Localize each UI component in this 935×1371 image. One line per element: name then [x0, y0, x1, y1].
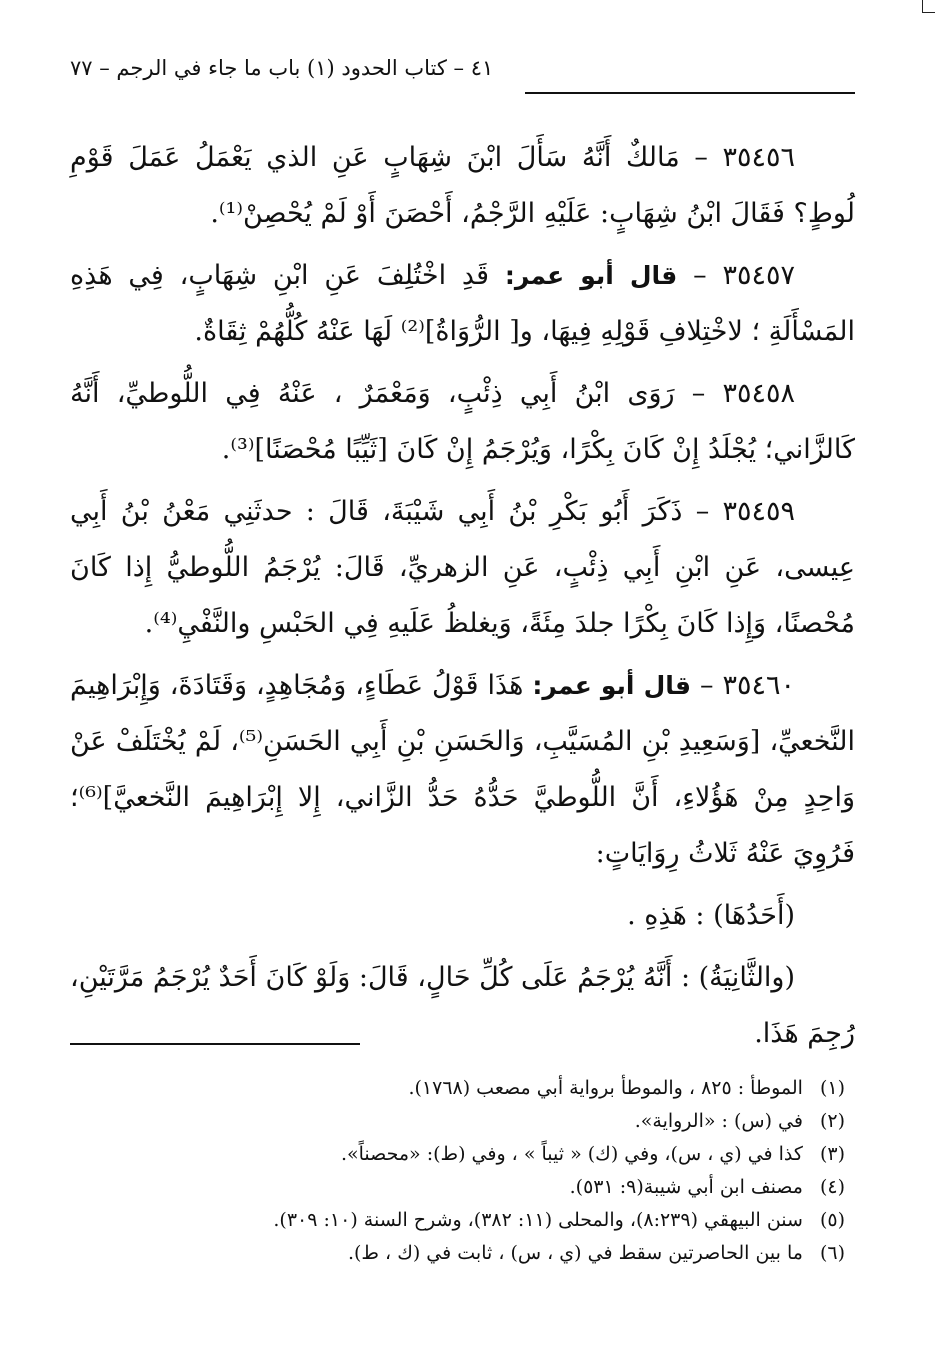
footnote: [70, 1138, 855, 1171]
paragraph: ٣٥٤٥٧ – قال أبو عمر: قَدِ اخْتُلِفَ عَنِ ابْنِ شِهَابٍ، فِي هَذِهِ المَسْأَلَةِ ؛ لاخْتِلافِ قَوْلِهِ فِيهَا، و[ الرُّوَاةُ]⁽²⁾ لَهَا عَنْهُ كُلُّهُمْ ثِقَاةٌ.: [70, 260, 855, 347]
footnote-mark: (١): [819, 1077, 845, 1099]
footnote-text: الموطأ : ٨٢٥ ، والموطأ برواية أبي مصعب (١٧٦٨).: [408, 1077, 803, 1099]
paragraph: [70, 950, 855, 1062]
footnote: [70, 1204, 855, 1237]
footnote-text: ما بين الحاصرتين سقط في (ي ، س) ، ثابت في (ك ، ط).: [347, 1242, 803, 1264]
paragraph-number: ٣٥٤٥٧: [722, 260, 795, 291]
paragraph-text: مَالكٌ أَنَّهُ سَأَلَ ابْنَ شِهَابٍ عَنِ الذي يَعْمَلُ عَمَلَ قَوْمِ لُوطٍ؟ فَقَالَ ابْنُ شِهَابٍ: عَلَيْهِ الرَّجْمُ، أَحْصَنَ أَوْ لَمْ يُحْصِنْ⁽¹⁾.: [70, 142, 855, 229]
paragraph-text: ذَكَرَ أَبُو بَكْرِ بْنُ أَبِي شَيْبَةَ، قَالَ : حدثَنِي مَعْنُ بْنُ أَبِي عِيسى، عَنِ ابْنِ أَبِي ذِئْبٍ، عَنِ الزهريِّ، قَالَ: يُرْجَمُ اللُّوطيُّ إِذا كَانَ مُحْصنًا، وَإِذا كَانَ بِكْرًا جلدَ مِئَةً، وَيغلظُ عَلَيهِ فِي الحَبْسِ والنَّفْيِ⁽⁴⁾.: [70, 496, 855, 639]
header-rule: [525, 92, 855, 94]
paragraph: ٣٥٤٥٨ – رَوَى ابْنُ أَبِي ذِئْبٍ، وَمَعْمَرٌ ، عَنْهُ فِي اللُّوطيِّ، أَنَّهُ كَالزَّاني؛ يُجْلَدُ إِنْ كَانَ بِكْرًا، وَيُرْجَمُ إِنْ كَانَ [ثَيِّبًا مُحْصَنًا]⁽³⁾.: [70, 378, 855, 465]
page-header: [70, 50, 855, 98]
footnote-text: سنن البيهقي (٨:٢٣٩)، والمحلى (١١: ٣٨٢)، وشرح السنة (١٠: ٣٠٩).: [273, 1209, 803, 1231]
footnote-mark: (٤): [819, 1176, 845, 1198]
page-corner-mark: [922, 0, 935, 13]
footnote-mark: (٦): [819, 1242, 845, 1264]
footnote: [70, 1072, 855, 1105]
footnote-text: في (س) : «الرواية».: [634, 1110, 803, 1132]
paragraph: ٣٥٤٥٩ – ذَكَرَ أَبُو بَكْرِ بْنُ أَبِي شَيْبَةَ، قَالَ : حدثَنِي مَعْنُ بْنُ أَبِي عِيسى، عَنِ ابْنِ أَبِي ذِئْبٍ، عَنِ الزهريِّ، قَالَ: يُرْجَمُ اللُّوطيُّ إِذا كَانَ مُحْصنًا، وَإِذا كَانَ بِكْرًا جلدَ مِئَةً، وَيغلظُ عَلَيهِ فِي الحَبْسِ والنَّفْيِ⁽⁴⁾.: [70, 496, 855, 639]
speaker-label: قال أبو عمر:: [504, 261, 678, 290]
paragraph-number: ٣٥٤٥٩: [722, 496, 795, 527]
footnote: [70, 1237, 855, 1270]
paragraph-number: ٣٥٤٥٨: [722, 378, 795, 409]
footnote: [70, 1105, 855, 1138]
footnote-text: كذا في (ي ، س)، وفي (ك) « ثيباً » ، وفي (ط): «محصناً».: [340, 1143, 803, 1165]
footnote-mark: (٢): [819, 1110, 845, 1132]
footnotes: [70, 1072, 855, 1270]
paragraph-number: ٣٥٤٥٦: [722, 142, 795, 173]
running-title: ٤١ – كتاب الحدود (١) باب ما جاء في الرجم – ٧٧: [70, 56, 494, 80]
paragraph-text: (والثَّانِيَةُ) : أَنَّهُ يُرْجَمُ عَلَى كُلِّ حَالٍ، قَالَ: وَلَوْ كَانَ أَحَدٌ يُرْجَمُ مَرَّتَيْنِ، رُجِمَ هَذَا.: [70, 962, 855, 1049]
speaker-label: قال أبو عمر:: [532, 671, 692, 700]
paragraph-text: هَذَا قَوْلُ عَطَاءٍ، وَمُجَاهِدٍ، وَقَتَادَةَ، وَإِبْرَاهِيمَ النَّخعيِّ، [وَسَعِيدِ بْنِ المُسَيَّبِ، وَالحَسَنِ بْنِ أَبِي الحَسَنِ⁽⁵⁾، لَمْ يُخْتَلَفْ عَنْ وَاحِدٍ مِنْ هَؤُلاءِ، أَنَّ اللُّوطيَّ حَدُّهُ حَدُّ الزَّاني، إِلا إِبْرَاهِيمَ النَّخعيَّ]⁽⁶⁾؛ فَرُوِيَ عَنْهُ ثَلاثُ رِوَايَاتٍ:: [70, 670, 855, 869]
footnote-mark: (٥): [819, 1209, 845, 1231]
footnote: [70, 1171, 855, 1204]
paragraph-text: (أَحَدُهَا) : هَذِهِ .: [627, 900, 795, 931]
paragraph: ٣٥٤٥٦ – مَالكٌ أَنَّهُ سَأَلَ ابْنَ شِهَابٍ عَنِ الذي يَعْمَلُ عَمَلَ قَوْمِ لُوطٍ؟ فَقَالَ ابْنُ شِهَابٍ: عَلَيْهِ الرَّجْمُ، أَحْصَنَ أَوْ لَمْ يُحْصِنْ⁽¹⁾.: [70, 142, 855, 229]
paragraph-text: رَوَى ابْنُ أَبِي ذِئْبٍ، وَمَعْمَرٌ ، عَنْهُ فِي اللُّوطيِّ، أَنَّهُ كَالزَّاني؛ يُجْلَدُ إِنْ كَانَ بِكْرًا، وَيُرْجَمُ إِنْ كَانَ [ثَيِّبًا مُحْصَنًا]⁽³⁾.: [70, 378, 855, 465]
footnote-mark: (٣): [819, 1143, 845, 1165]
main-text: [70, 130, 855, 1068]
paragraph-number: ٣٥٤٦٠: [722, 670, 795, 701]
paragraph: [70, 888, 855, 944]
paragraph: ٣٥٤٦٠ – قال أبو عمر: هَذَا قَوْلُ عَطَاءٍ، وَمُجَاهِدٍ، وَقَتَادَةَ، وَإِبْرَاهِيمَ النَّخعيِّ، [وَسَعِيدِ بْنِ المُسَيَّبِ، وَالحَسَنِ بْنِ أَبِي الحَسَنِ⁽⁵⁾، لَمْ يُخْتَلَفْ عَنْ وَاحِدٍ مِنْ هَؤُلاءِ، أَنَّ اللُّوطيَّ حَدُّهُ حَدُّ الزَّاني، إِلا إِبْرَاهِيمَ النَّخعيَّ]⁽⁶⁾؛ فَرُوِيَ عَنْهُ ثَلاثُ رِوَايَاتٍ:: [70, 670, 855, 869]
footnote-separator: [70, 1043, 360, 1045]
footnote-text: مصنف ابن أبي شيبة(٩: ٥٣١).: [569, 1176, 803, 1198]
book-page: [70, 50, 855, 1340]
paragraph-text: قَدِ اخْتُلِفَ عَنِ ابْنِ شِهَابٍ، فِي هَذِهِ المَسْأَلَةِ ؛ لاخْتِلافِ قَوْلِهِ فِيهَا، و[ الرُّوَاةُ]⁽²⁾ لَهَا عَنْهُ كُلُّهُمْ ثِقَاةٌ.: [70, 260, 855, 347]
